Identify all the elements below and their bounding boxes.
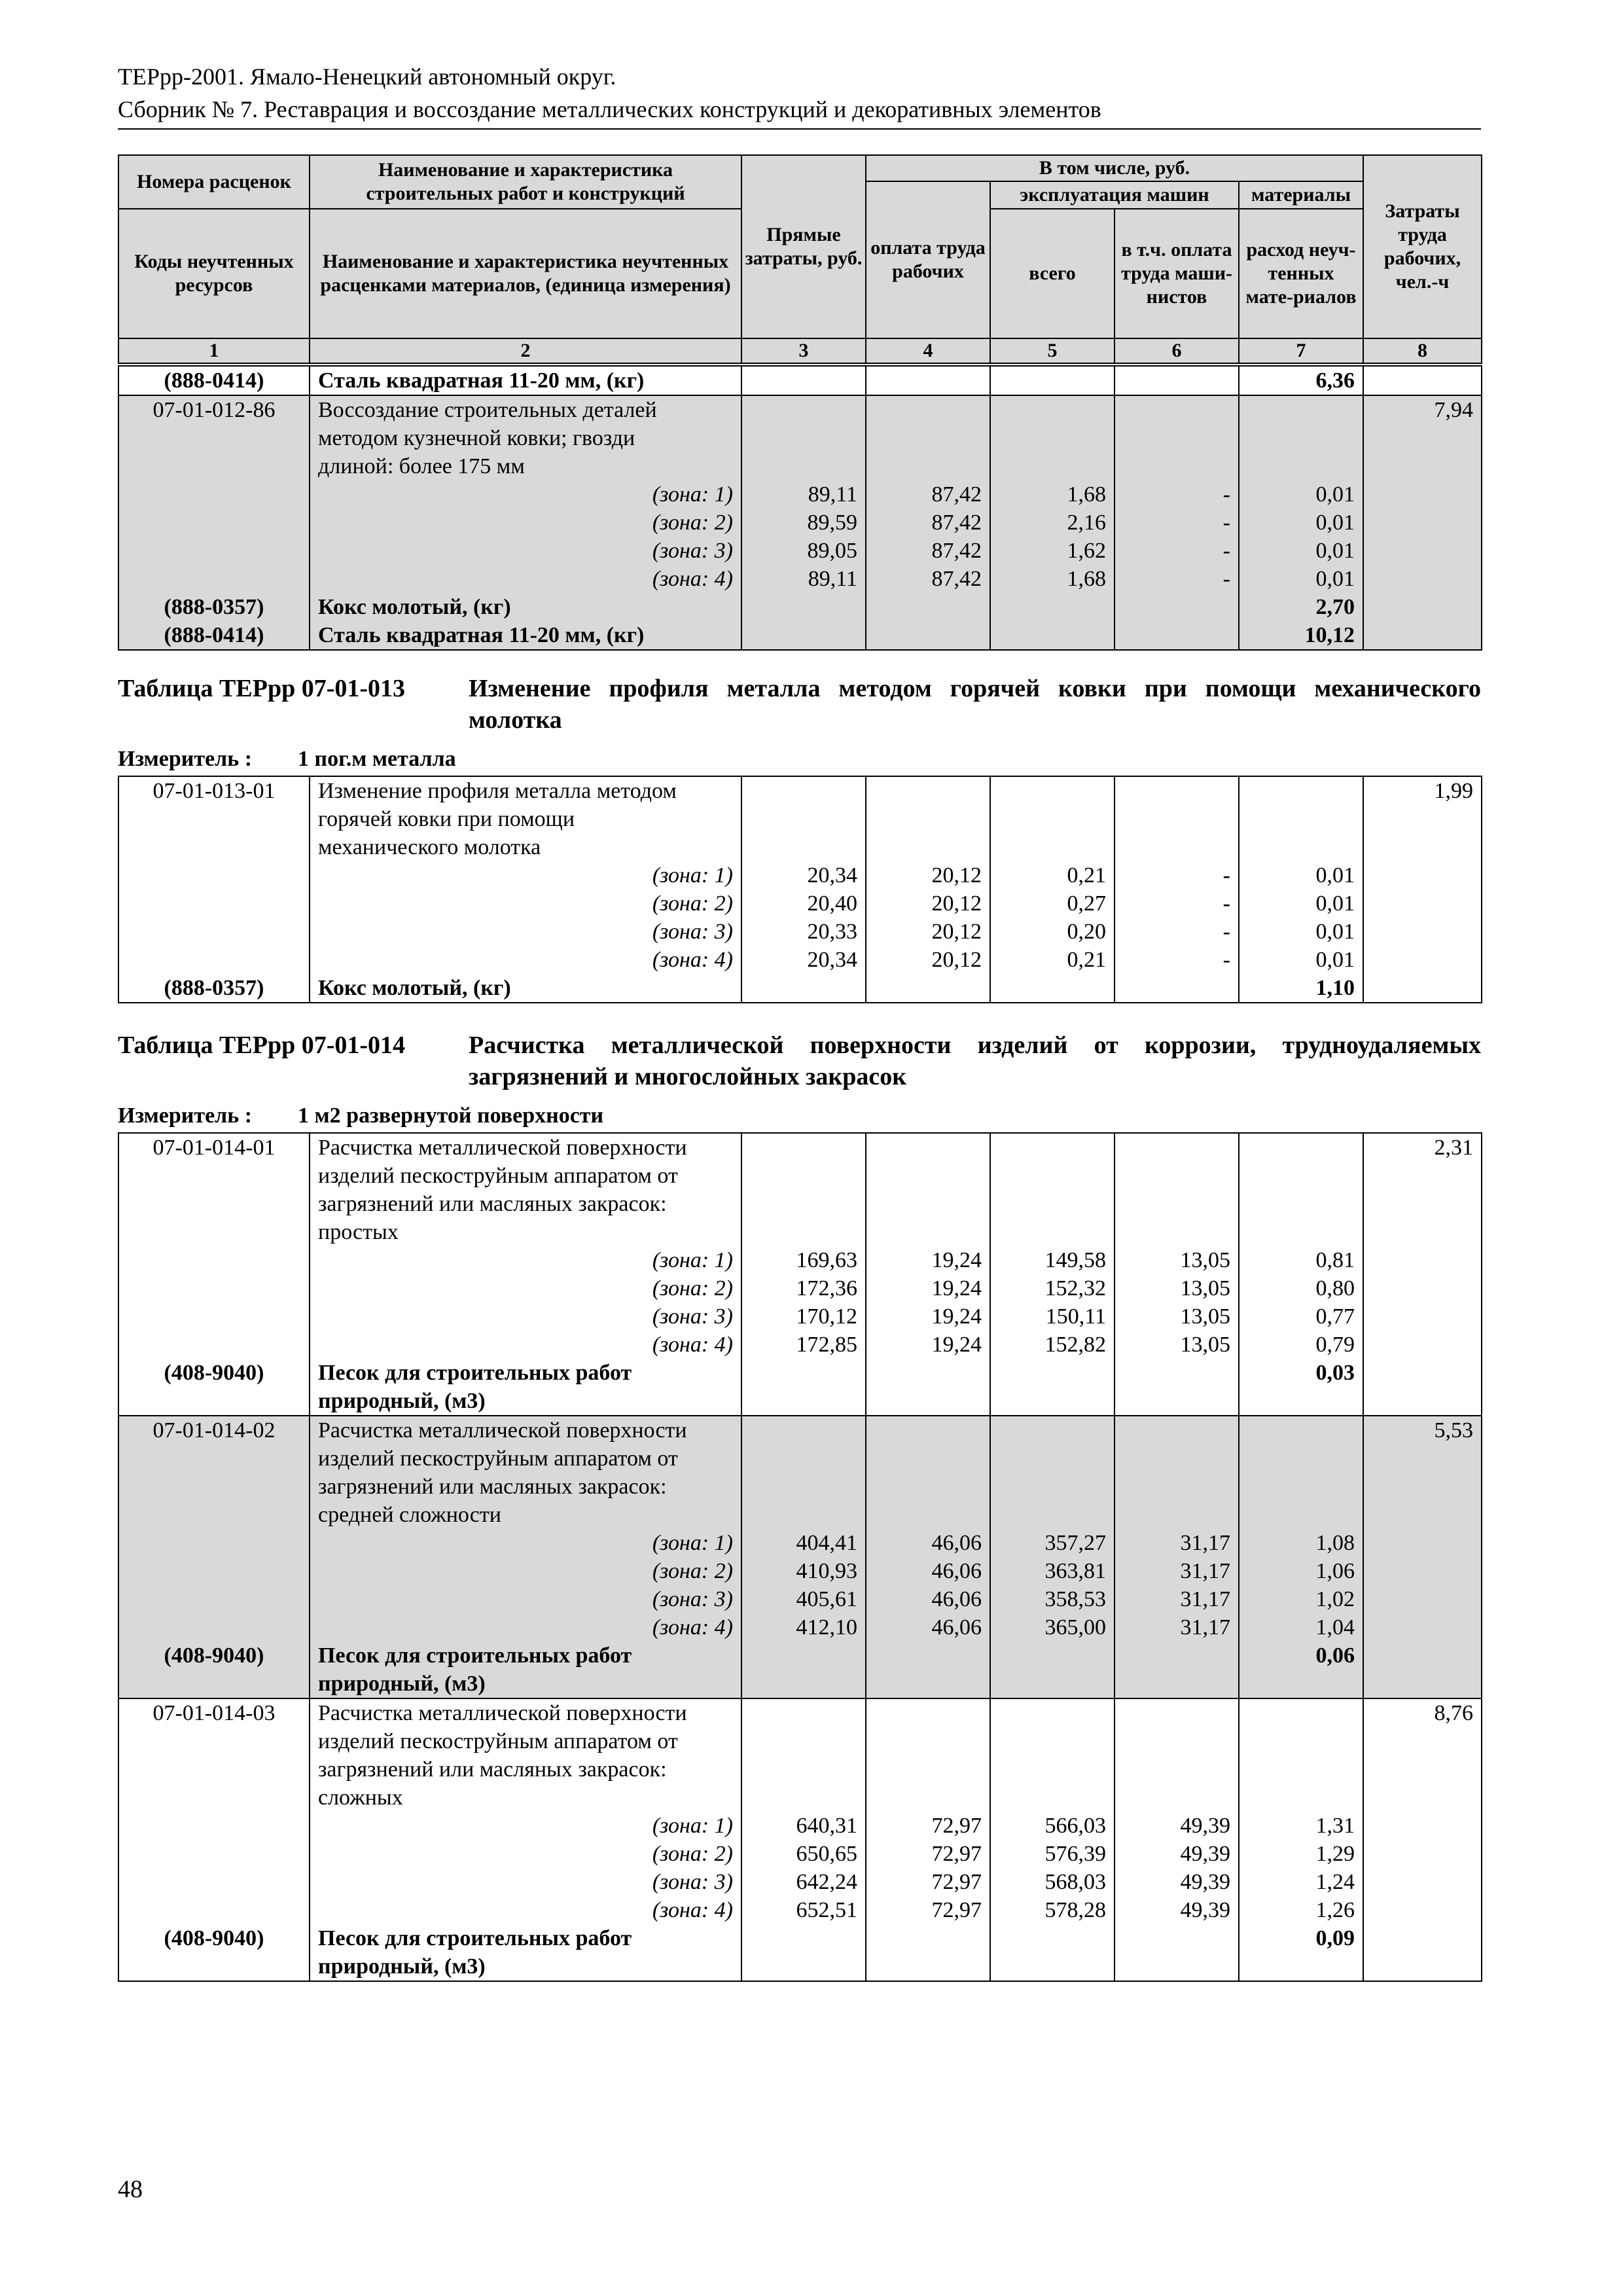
zone-label: (зона: 3) — [310, 1302, 741, 1331]
header-num-4: 4 — [866, 338, 990, 363]
machinist-wage: 13,05 — [1115, 1302, 1239, 1331]
zone-row — [118, 480, 1482, 509]
zone-label: (зона: 4) — [310, 1896, 741, 1924]
zone-row — [118, 1896, 1482, 1924]
resource-code: (888-0357) — [118, 974, 310, 1003]
table-013-measure — [118, 746, 456, 772]
machine-total: 357,27 — [990, 1529, 1115, 1557]
machinist-wage: 31,17 — [1115, 1613, 1239, 1641]
header-vsego: всего — [990, 209, 1115, 338]
labor-cost: 1,99 — [1363, 776, 1482, 861]
measure-label: Измеритель : — [118, 747, 253, 771]
direct-cost: 652,51 — [741, 1896, 866, 1924]
direct-cost: 170,12 — [741, 1302, 866, 1331]
zone-label: (зона: 3) — [310, 537, 741, 565]
wage-cost: 87,42 — [866, 509, 990, 537]
direct-cost: 20,34 — [741, 946, 866, 974]
machine-total: 149,58 — [990, 1246, 1115, 1274]
materials-cost: 0,01 — [1239, 889, 1363, 918]
measure-value: 1 пог.м металла — [298, 747, 456, 771]
zone-label: (зона: 4) — [310, 565, 741, 593]
wage-cost: 72,97 — [866, 1840, 990, 1868]
table-row — [118, 395, 1482, 480]
machine-total: 1,62 — [990, 537, 1115, 565]
zone-row — [118, 1613, 1482, 1641]
zone-label: (зона: 3) — [310, 1585, 741, 1613]
zone-label: (зона: 4) — [310, 1613, 741, 1641]
materials-cost: 1,24 — [1239, 1868, 1363, 1896]
machine-total: 152,82 — [990, 1331, 1115, 1359]
resource-amount: 1,10 — [1239, 974, 1363, 1003]
resource-code: (888-0414) — [118, 621, 310, 650]
header-num-3: 3 — [741, 338, 866, 363]
resource-name — [310, 1641, 741, 1698]
machine-total: 576,39 — [990, 1840, 1115, 1868]
resource-row — [118, 621, 1482, 650]
rate-name-line: изделий пескоструйным аппаратом от — [318, 1164, 678, 1188]
wage-cost: 87,42 — [866, 565, 990, 593]
machinist-wage: - — [1115, 565, 1239, 593]
wage-cost: 46,06 — [866, 1613, 990, 1641]
wage-cost: 72,97 — [866, 1896, 990, 1924]
machinist-wage: 31,17 — [1115, 1557, 1239, 1585]
zone-row — [118, 861, 1482, 889]
wage-cost: 20,12 — [866, 946, 990, 974]
header-rule — [118, 127, 1481, 130]
rate-name — [310, 1133, 741, 1246]
zone-row — [118, 565, 1482, 593]
machine-total: 150,11 — [990, 1302, 1115, 1331]
machinist-wage: 49,39 — [1115, 1896, 1239, 1924]
labor-cost: 8,76 — [1363, 1698, 1482, 1812]
materials-cost: 0,01 — [1239, 565, 1363, 593]
wage-cost: 87,42 — [866, 537, 990, 565]
machinist-wage: - — [1115, 918, 1239, 946]
resource-code: (888-0414) — [118, 366, 310, 395]
header-rashod: расход неуч-тенных мате-риалов — [1239, 209, 1363, 338]
materials-cost: 0,01 — [1239, 946, 1363, 974]
zone-label: (зона: 1) — [310, 480, 741, 509]
header-line-1: ТЕРрр-2001. Ямало-Ненецкий автономный округ. — [118, 63, 616, 90]
zone-row — [118, 537, 1482, 565]
machine-total: 358,53 — [990, 1585, 1115, 1613]
table-row — [118, 1698, 1482, 1812]
zone-label: (зона: 1) — [310, 1529, 741, 1557]
resource-amount: 0,03 — [1239, 1359, 1363, 1416]
wage-cost: 20,12 — [866, 918, 990, 946]
machinist-wage: 31,17 — [1115, 1529, 1239, 1557]
header-num-1: 1 — [118, 338, 310, 363]
rate-name — [310, 395, 741, 480]
header-nomera: Номера расценок — [118, 155, 310, 209]
rate-name — [310, 776, 741, 861]
table-014 — [118, 1132, 1482, 1982]
direct-cost: 642,24 — [741, 1868, 866, 1896]
rate-code: 07-01-013-01 — [118, 776, 310, 861]
materials-cost: 1,31 — [1239, 1812, 1363, 1840]
resource-name-line: Песок для строительных работ — [318, 1926, 632, 1950]
zone-label: (зона: 2) — [310, 1840, 741, 1868]
table-013-title: Изменение профиля металла методом горячей ковки при помощи механического молотка — [469, 675, 1481, 734]
header-vtom: В том числе, руб. — [866, 155, 1363, 181]
materials-cost: 0,01 — [1239, 537, 1363, 565]
resource-name — [310, 1924, 741, 1981]
rate-name-line: загрязнений или масляных закрасок: — [318, 1475, 667, 1499]
resource-amount: 6,36 — [1239, 366, 1363, 395]
rate-name-line: Расчистка металлической поверхности — [318, 1136, 687, 1160]
wage-cost: 46,06 — [866, 1557, 990, 1585]
materials-cost: 1,08 — [1239, 1529, 1363, 1557]
direct-cost: 89,59 — [741, 509, 866, 537]
machine-total: 566,03 — [990, 1812, 1115, 1840]
direct-cost: 405,61 — [741, 1585, 866, 1613]
zone-row — [118, 1302, 1482, 1331]
table-014-title: Расчистка металлической поверхности изделий от коррозии, трудноудаляемых загрязнений и многослойных закрасок — [469, 1031, 1481, 1090]
wage-cost: 46,06 — [866, 1529, 990, 1557]
machinist-wage: 49,39 — [1115, 1812, 1239, 1840]
wage-cost: 19,24 — [866, 1302, 990, 1331]
materials-cost: 1,29 — [1239, 1840, 1363, 1868]
materials-cost: 0,01 — [1239, 509, 1363, 537]
machinist-wage: 13,05 — [1115, 1246, 1239, 1274]
header-naim2: Наименование и характеристика неучтенных расценками материалов, (единица измерения) — [310, 209, 741, 338]
resource-amount: 2,70 — [1239, 593, 1363, 621]
rate-code: 07-01-012-86 — [118, 395, 310, 480]
direct-cost: 650,65 — [741, 1840, 866, 1868]
direct-cost: 20,33 — [741, 918, 866, 946]
resource-name-line: природный, (м3) — [318, 1389, 486, 1413]
wage-cost: 46,06 — [866, 1585, 990, 1613]
zone-label: (зона: 4) — [310, 1331, 741, 1359]
table-row — [118, 776, 1482, 861]
direct-cost: 410,93 — [741, 1557, 866, 1585]
zone-label: (зона: 4) — [310, 946, 741, 974]
rate-name-line: простых — [318, 1220, 399, 1244]
wage-cost: 19,24 — [866, 1331, 990, 1359]
materials-cost: 1,06 — [1239, 1557, 1363, 1585]
header-num-5: 5 — [990, 338, 1115, 363]
rate-name-line: длиной: более 175 мм — [318, 454, 525, 478]
table-row — [118, 1416, 1482, 1529]
materials-cost: 0,01 — [1239, 918, 1363, 946]
resource-row — [118, 974, 1482, 1003]
resource-code: (408-9040) — [118, 1359, 310, 1416]
zone-label: (зона: 1) — [310, 1246, 741, 1274]
zone-label: (зона: 2) — [310, 889, 741, 918]
zone-label: (зона: 1) — [310, 861, 741, 889]
machinist-wage: 31,17 — [1115, 1585, 1239, 1613]
resource-name: Кокс молотый, (кг) — [310, 593, 741, 621]
table-014-label: Таблица ТЕРрр 07-01-014 — [118, 1031, 406, 1059]
table-014-caption — [118, 1030, 1481, 1095]
machine-total: 0,20 — [990, 918, 1115, 946]
zone-row — [118, 918, 1482, 946]
rate-name — [310, 1416, 741, 1529]
zone-row — [118, 1529, 1482, 1557]
zone-label: (зона: 1) — [310, 1812, 741, 1840]
machine-total: 0,27 — [990, 889, 1115, 918]
machinist-wage: - — [1115, 861, 1239, 889]
rate-name-line: загрязнений или масляных закрасок: — [318, 1192, 667, 1216]
wage-cost: 19,24 — [866, 1274, 990, 1302]
machinist-wage: 49,39 — [1115, 1840, 1239, 1868]
resource-name: Сталь квадратная 11-20 мм, (кг) — [310, 621, 741, 650]
zone-row — [118, 1331, 1482, 1359]
header-num-2: 2 — [310, 338, 741, 363]
resource-amount: 0,09 — [1239, 1924, 1363, 1981]
machine-total: 152,32 — [990, 1274, 1115, 1302]
zone-row — [118, 1274, 1482, 1302]
zone-row — [118, 889, 1482, 918]
machinist-wage: 13,05 — [1115, 1331, 1239, 1359]
labor-cost: 5,53 — [1363, 1416, 1482, 1529]
resource-name — [310, 1359, 741, 1416]
rate-name-line: сложных — [318, 1785, 403, 1810]
direct-cost: 89,11 — [741, 565, 866, 593]
machinist-wage: - — [1115, 946, 1239, 974]
rate-code: 07-01-014-02 — [118, 1416, 310, 1529]
materials-cost: 0,79 — [1239, 1331, 1363, 1359]
machinist-wage: - — [1115, 480, 1239, 509]
rate-name-line: Расчистка металлической поверхности — [318, 1418, 687, 1443]
header-materialy: материалы — [1239, 181, 1363, 209]
wage-cost: 72,97 — [866, 1812, 990, 1840]
direct-cost: 169,63 — [741, 1246, 866, 1274]
header-num-7: 7 — [1239, 338, 1363, 363]
resource-row — [118, 1924, 1482, 1981]
rate-name-line: Расчистка металлической поверхности — [318, 1701, 687, 1725]
header-kody: Коды неучтенных ресурсов — [118, 209, 310, 338]
zone-row — [118, 1868, 1482, 1896]
table-block-012 — [118, 365, 1482, 651]
resource-name: Сталь квадратная 11-20 мм, (кг) — [310, 366, 741, 395]
rate-name-line: методом кузнечной ковки; гвозди — [318, 426, 635, 450]
table-013 — [118, 776, 1482, 1003]
materials-cost: 1,04 — [1239, 1613, 1363, 1641]
resource-amount: 0,06 — [1239, 1641, 1363, 1698]
rate-name — [310, 1698, 741, 1812]
materials-cost: 1,26 — [1239, 1896, 1363, 1924]
machine-total: 0,21 — [990, 946, 1115, 974]
zone-label: (зона: 2) — [310, 1274, 741, 1302]
machinist-wage: - — [1115, 889, 1239, 918]
resource-name-line: природный, (м3) — [318, 1954, 486, 1979]
machine-total: 1,68 — [990, 565, 1115, 593]
header-pryamye: Прямые затраты, руб. — [741, 155, 866, 338]
resource-name-line: природный, (м3) — [318, 1672, 486, 1696]
zone-row — [118, 1557, 1482, 1585]
machine-total: 568,03 — [990, 1868, 1115, 1896]
wage-cost: 72,97 — [866, 1868, 990, 1896]
resource-row — [118, 1359, 1482, 1416]
zone-row — [118, 1246, 1482, 1274]
page-number: 48 — [118, 2176, 143, 2203]
direct-cost: 20,40 — [741, 889, 866, 918]
machine-total: 2,16 — [990, 509, 1115, 537]
resource-row — [118, 593, 1482, 621]
table-014-measure — [118, 1103, 603, 1129]
machine-total: 0,21 — [990, 861, 1115, 889]
direct-cost: 404,41 — [741, 1529, 866, 1557]
direct-cost: 412,10 — [741, 1613, 866, 1641]
header-num-8: 8 — [1363, 338, 1482, 363]
resource-row — [118, 1641, 1482, 1698]
header-oplata: оплата труда рабочих — [866, 181, 990, 338]
materials-cost: 0,77 — [1239, 1302, 1363, 1331]
header-naim1: Наименование и характеристика строительных работ и конструкций — [310, 155, 741, 209]
rate-name-line: изделий пескоструйным аппаратом от — [318, 1729, 678, 1753]
resource-row — [118, 366, 1482, 395]
zone-label: (зона: 3) — [310, 918, 741, 946]
table-013-caption — [118, 673, 1481, 738]
materials-cost: 1,02 — [1239, 1585, 1363, 1613]
header-line-2: Сборник № 7. Реставрация и воссоздание металлических конструкций и декоративных элементов — [118, 96, 1101, 122]
resource-name-line: Песок для строительных работ — [318, 1361, 632, 1385]
resource-code: (408-9040) — [118, 1641, 310, 1698]
direct-cost: 89,11 — [741, 480, 866, 509]
zone-label: (зона: 2) — [310, 1557, 741, 1585]
wage-cost: 20,12 — [866, 889, 990, 918]
wage-cost: 19,24 — [866, 1246, 990, 1274]
labor-cost: 7,94 — [1363, 395, 1482, 480]
direct-cost: 20,34 — [741, 861, 866, 889]
zone-row — [118, 1840, 1482, 1868]
zone-label: (зона: 2) — [310, 509, 741, 537]
materials-cost: 0,80 — [1239, 1274, 1363, 1302]
resource-name: Кокс молотый, (кг) — [310, 974, 741, 1003]
machinist-wage: - — [1115, 537, 1239, 565]
direct-cost: 172,85 — [741, 1331, 866, 1359]
zone-row — [118, 946, 1482, 974]
wage-cost: 20,12 — [866, 861, 990, 889]
header-zatraty: Затраты труда рабочих, чел.-ч — [1363, 155, 1482, 338]
zone-row — [118, 509, 1482, 537]
machine-total: 1,68 — [990, 480, 1115, 509]
direct-cost: 89,05 — [741, 537, 866, 565]
direct-cost: 172,36 — [741, 1274, 866, 1302]
rate-name-line: загрязнений или масляных закрасок: — [318, 1757, 667, 1782]
labor-cost: 2,31 — [1363, 1133, 1482, 1246]
rate-name-line: изделий пескоструйным аппаратом от — [318, 1446, 678, 1471]
resource-amount: 10,12 — [1239, 621, 1363, 650]
table-013-label: Таблица ТЕРрр 07-01-013 — [118, 675, 406, 702]
measure-label: Измеритель : — [118, 1103, 253, 1128]
resource-code: (408-9040) — [118, 1924, 310, 1981]
materials-cost: 0,01 — [1239, 480, 1363, 509]
machinist-wage: - — [1115, 509, 1239, 537]
zone-label: (зона: 3) — [310, 1868, 741, 1896]
machine-total: 363,81 — [990, 1557, 1115, 1585]
machine-total: 578,28 — [990, 1896, 1115, 1924]
page-header — [118, 60, 1481, 130]
resource-code: (888-0357) — [118, 593, 310, 621]
measure-value: 1 м2 развернутой поверхности — [298, 1103, 604, 1128]
header-num-6: 6 — [1115, 338, 1239, 363]
resource-name-line: Песок для строительных работ — [318, 1643, 632, 1668]
materials-cost: 0,81 — [1239, 1246, 1363, 1274]
header-vtch: в т.ч. оплата труда маши-нистов — [1115, 209, 1239, 338]
machinist-wage: 13,05 — [1115, 1274, 1239, 1302]
table-row — [118, 1133, 1482, 1246]
rate-name-line: горячей ковки при помощи — [318, 807, 575, 831]
rate-name-line: Изменение профиля металла методом — [318, 779, 677, 803]
rate-name-line: Воссоздание строительных деталей — [318, 398, 657, 422]
zone-row — [118, 1585, 1482, 1613]
rate-name-line: механического молотка — [318, 835, 541, 859]
machinist-wage: 49,39 — [1115, 1868, 1239, 1896]
header-ekspl: эксплуатация машин — [990, 181, 1239, 209]
rate-name-line: средней сложности — [318, 1503, 501, 1527]
wage-cost: 87,42 — [866, 480, 990, 509]
column-header-table — [118, 154, 1482, 364]
zone-row — [118, 1812, 1482, 1840]
direct-cost: 640,31 — [741, 1812, 866, 1840]
rate-code: 07-01-014-03 — [118, 1698, 310, 1812]
rate-code: 07-01-014-01 — [118, 1133, 310, 1246]
machine-total: 365,00 — [990, 1613, 1115, 1641]
materials-cost: 0,01 — [1239, 861, 1363, 889]
